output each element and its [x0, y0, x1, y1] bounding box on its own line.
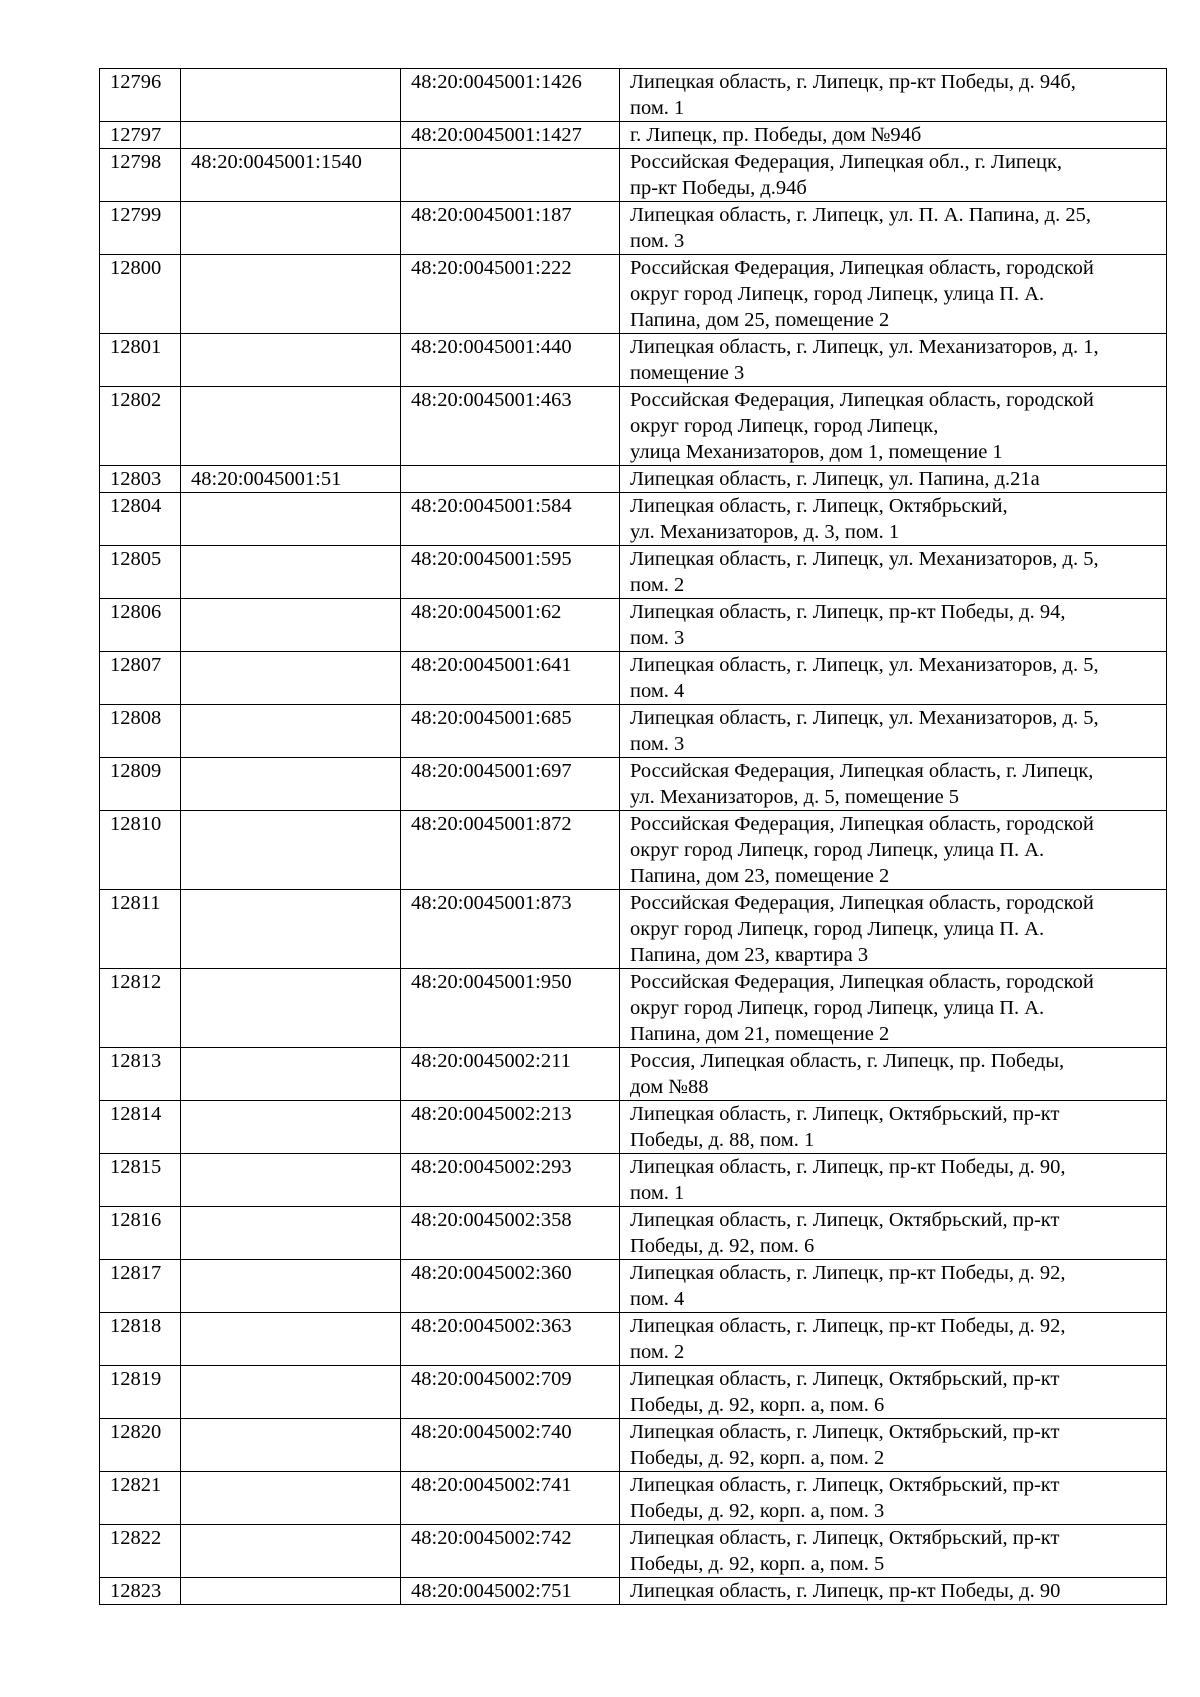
land-cadastral-number-cell — [181, 1366, 401, 1419]
row-number-cell: 12808 — [100, 705, 181, 758]
address-cell: Липецкая область, г. Липецк, ул. П. А. Папина, д. 25, пом. 3 — [620, 202, 1167, 255]
table-row — [100, 890, 1167, 969]
object-cadastral-number-cell: 48:20:0045001:584 — [401, 493, 620, 546]
object-cadastral-number-cell: 48:20:0045002:742 — [401, 1525, 620, 1578]
row-number-cell: 12822 — [100, 1525, 181, 1578]
address-cell: Российская Федерация, Липецкая область, г. Липецк, ул. Механизаторов, д. 5, помещение 5 — [620, 758, 1167, 811]
address-cell: Липецкая область, г. Липецк, Октябрьский, пр-кт Победы, д. 92, корп. а, пом. 6 — [620, 1366, 1167, 1419]
land-cadastral-number-cell — [181, 1154, 401, 1207]
land-cadastral-number-cell — [181, 1260, 401, 1313]
land-cadastral-number-cell — [181, 202, 401, 255]
address-cell: Российская Федерация, Липецкая область, городской округ город Липецк, город Липецк, улица П. А. Папина, дом 23, помещение 2 — [620, 811, 1167, 890]
object-cadastral-number-cell: 48:20:0045001:697 — [401, 758, 620, 811]
object-cadastral-number-cell: 48:20:0045001:873 — [401, 890, 620, 969]
land-cadastral-number-cell — [181, 758, 401, 811]
table-row — [100, 1472, 1167, 1525]
address-cell: Липецкая область, г. Липецк, пр-кт Победы, д. 94б, пом. 1 — [620, 69, 1167, 122]
object-cadastral-number-cell: 48:20:0045002:211 — [401, 1048, 620, 1101]
row-number-cell: 12799 — [100, 202, 181, 255]
row-number-cell: 12805 — [100, 546, 181, 599]
address-cell: Российская Федерация, Липецкая область, городской округ город Липецк, город Липецк, улица Механизаторов, дом 1, помещение 1 — [620, 387, 1167, 466]
row-number-cell: 12796 — [100, 69, 181, 122]
table-row — [100, 1207, 1167, 1260]
address-cell: Липецкая область, г. Липецк, Октябрьский, пр-кт Победы, д. 92, корп. а, пом. 3 — [620, 1472, 1167, 1525]
table-row — [100, 202, 1167, 255]
table-row — [100, 493, 1167, 546]
land-cadastral-number-cell — [181, 1048, 401, 1101]
object-cadastral-number-cell: 48:20:0045001:641 — [401, 652, 620, 705]
table-row — [100, 969, 1167, 1048]
row-number-cell: 12804 — [100, 493, 181, 546]
object-cadastral-number-cell: 48:20:0045001:595 — [401, 546, 620, 599]
table-row — [100, 1525, 1167, 1578]
land-cadastral-number-cell — [181, 122, 401, 149]
land-cadastral-number-cell — [181, 1101, 401, 1154]
land-cadastral-number-cell — [181, 811, 401, 890]
land-cadastral-number-cell — [181, 1472, 401, 1525]
table-row — [100, 546, 1167, 599]
address-cell: Липецкая область, г. Липецк, Октябрьский, пр-кт Победы, д. 92, корп. а, пом. 5 — [620, 1525, 1167, 1578]
row-number-cell: 12813 — [100, 1048, 181, 1101]
object-cadastral-number-cell: 48:20:0045002:293 — [401, 1154, 620, 1207]
land-cadastral-number-cell — [181, 705, 401, 758]
row-number-cell: 12798 — [100, 149, 181, 202]
row-number-cell: 12802 — [100, 387, 181, 466]
address-cell: Липецкая область, г. Липецк, Октябрьский, пр-кт Победы, д. 88, пом. 1 — [620, 1101, 1167, 1154]
table-row — [100, 69, 1167, 122]
row-number-cell: 12820 — [100, 1419, 181, 1472]
land-cadastral-number-cell — [181, 387, 401, 466]
row-number-cell: 12806 — [100, 599, 181, 652]
land-cadastral-number-cell — [181, 69, 401, 122]
table-row — [100, 811, 1167, 890]
object-cadastral-number-cell: 48:20:0045002:363 — [401, 1313, 620, 1366]
table-row — [100, 255, 1167, 334]
land-cadastral-number-cell — [181, 334, 401, 387]
land-cadastral-number-cell — [181, 546, 401, 599]
object-cadastral-number-cell: 48:20:0045001:222 — [401, 255, 620, 334]
row-number-cell: 12815 — [100, 1154, 181, 1207]
address-cell: Липецкая область, г. Липецк, пр-кт Победы, д. 90 — [620, 1578, 1167, 1605]
address-cell: Липецкая область, г. Липецк, пр-кт Победы, д. 92, пом. 2 — [620, 1313, 1167, 1366]
object-cadastral-number-cell: 48:20:0045001:872 — [401, 811, 620, 890]
table-row — [100, 1154, 1167, 1207]
table-row — [100, 122, 1167, 149]
address-cell: Липецкая область, г. Липецк, Октябрьский, ул. Механизаторов, д. 3, пом. 1 — [620, 493, 1167, 546]
table-row — [100, 1101, 1167, 1154]
address-cell: Российская Федерация, Липецкая область, городской округ город Липецк, город Липецк, улица П. А. Папина, дом 25, помещение 2 — [620, 255, 1167, 334]
address-cell: Липецкая область, г. Липецк, ул. Механизаторов, д. 5, пом. 2 — [620, 546, 1167, 599]
row-number-cell: 12807 — [100, 652, 181, 705]
address-cell: Липецкая область, г. Липецк, ул. Механизаторов, д. 5, пом. 3 — [620, 705, 1167, 758]
land-cadastral-number-cell — [181, 599, 401, 652]
property-register-table — [99, 68, 1167, 1605]
row-number-cell: 12800 — [100, 255, 181, 334]
table-row — [100, 705, 1167, 758]
object-cadastral-number-cell — [401, 149, 620, 202]
row-number-cell: 12801 — [100, 334, 181, 387]
object-cadastral-number-cell: 48:20:0045002:360 — [401, 1260, 620, 1313]
object-cadastral-number-cell: 48:20:0045001:1426 — [401, 69, 620, 122]
table-body — [100, 69, 1167, 1605]
row-number-cell: 12811 — [100, 890, 181, 969]
object-cadastral-number-cell: 48:20:0045002:740 — [401, 1419, 620, 1472]
land-cadastral-number-cell — [181, 1525, 401, 1578]
row-number-cell: 12823 — [100, 1578, 181, 1605]
object-cadastral-number-cell: 48:20:0045002:213 — [401, 1101, 620, 1154]
land-cadastral-number-cell — [181, 1313, 401, 1366]
row-number-cell: 12818 — [100, 1313, 181, 1366]
row-number-cell: 12814 — [100, 1101, 181, 1154]
address-cell: Липецкая область, г. Липецк, пр-кт Победы, д. 90, пом. 1 — [620, 1154, 1167, 1207]
object-cadastral-number-cell: 48:20:0045001:463 — [401, 387, 620, 466]
table-row — [100, 334, 1167, 387]
object-cadastral-number-cell: 48:20:0045001:1427 — [401, 122, 620, 149]
table-row — [100, 1419, 1167, 1472]
table-row — [100, 758, 1167, 811]
row-number-cell: 12810 — [100, 811, 181, 890]
land-cadastral-number-cell: 48:20:0045001:51 — [181, 466, 401, 493]
row-number-cell: 12797 — [100, 122, 181, 149]
land-cadastral-number-cell: 48:20:0045001:1540 — [181, 149, 401, 202]
land-cadastral-number-cell — [181, 255, 401, 334]
table-row — [100, 1578, 1167, 1605]
address-cell: Российская Федерация, Липецкая область, городской округ город Липецк, город Липецк, улица П. А. Папина, дом 23, квартира 3 — [620, 890, 1167, 969]
table-row — [100, 652, 1167, 705]
address-cell: Липецкая область, г. Липецк, пр-кт Победы, д. 94, пом. 3 — [620, 599, 1167, 652]
land-cadastral-number-cell — [181, 1419, 401, 1472]
table-row — [100, 387, 1167, 466]
land-cadastral-number-cell — [181, 890, 401, 969]
object-cadastral-number-cell — [401, 466, 620, 493]
row-number-cell: 12809 — [100, 758, 181, 811]
row-number-cell: 12819 — [100, 1366, 181, 1419]
table-row — [100, 1366, 1167, 1419]
address-cell: г. Липецк, пр. Победы, дом №94б — [620, 122, 1167, 149]
table-row — [100, 1048, 1167, 1101]
address-cell: Россия, Липецкая область, г. Липецк, пр. Победы, дом №88 — [620, 1048, 1167, 1101]
land-cadastral-number-cell — [181, 493, 401, 546]
address-cell: Липецкая область, г. Липецк, ул. Механизаторов, д. 1, помещение 3 — [620, 334, 1167, 387]
object-cadastral-number-cell: 48:20:0045001:685 — [401, 705, 620, 758]
object-cadastral-number-cell: 48:20:0045002:751 — [401, 1578, 620, 1605]
row-number-cell: 12816 — [100, 1207, 181, 1260]
row-number-cell: 12821 — [100, 1472, 181, 1525]
land-cadastral-number-cell — [181, 1207, 401, 1260]
land-cadastral-number-cell — [181, 652, 401, 705]
land-cadastral-number-cell — [181, 1578, 401, 1605]
row-number-cell: 12803 — [100, 466, 181, 493]
address-cell: Российская Федерация, Липецкая область, городской округ город Липецк, город Липецк, улица П. А. Папина, дом 21, помещение 2 — [620, 969, 1167, 1048]
object-cadastral-number-cell: 48:20:0045002:358 — [401, 1207, 620, 1260]
table-row — [100, 1313, 1167, 1366]
address-cell: Липецкая область, г. Липецк, ул. Механизаторов, д. 5, пом. 4 — [620, 652, 1167, 705]
table-row — [100, 1260, 1167, 1313]
row-number-cell: 12817 — [100, 1260, 181, 1313]
object-cadastral-number-cell: 48:20:0045002:741 — [401, 1472, 620, 1525]
row-number-cell: 12812 — [100, 969, 181, 1048]
address-cell: Липецкая область, г. Липецк, Октябрьский, пр-кт Победы, д. 92, пом. 6 — [620, 1207, 1167, 1260]
address-cell: Липецкая область, г. Липецк, Октябрьский, пр-кт Победы, д. 92, корп. а, пом. 2 — [620, 1419, 1167, 1472]
table-row — [100, 599, 1167, 652]
object-cadastral-number-cell: 48:20:0045001:187 — [401, 202, 620, 255]
address-cell: Липецкая область, г. Липецк, пр-кт Победы, д. 92, пом. 4 — [620, 1260, 1167, 1313]
object-cadastral-number-cell: 48:20:0045002:709 — [401, 1366, 620, 1419]
table-row — [100, 149, 1167, 202]
land-cadastral-number-cell — [181, 969, 401, 1048]
address-cell: Российская Федерация, Липецкая обл., г. Липецк, пр-кт Победы, д.94б — [620, 149, 1167, 202]
object-cadastral-number-cell: 48:20:0045001:62 — [401, 599, 620, 652]
object-cadastral-number-cell: 48:20:0045001:950 — [401, 969, 620, 1048]
object-cadastral-number-cell: 48:20:0045001:440 — [401, 334, 620, 387]
table-row — [100, 466, 1167, 493]
address-cell: Липецкая область, г. Липецк, ул. Папина, д.21а — [620, 466, 1167, 493]
